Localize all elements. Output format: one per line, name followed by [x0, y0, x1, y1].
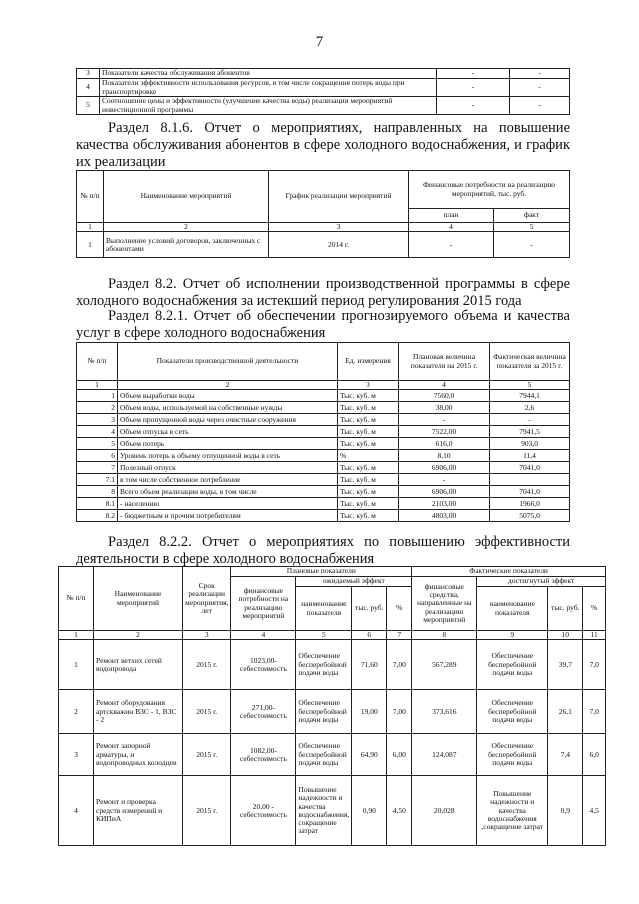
table-row: 1 Ремонт ветхих сетей водопровода 2015 г. 1023,00-себестоимость Обеспечение бесперебойной подачи воды 71,60 7,00 567,289 Обеспечение бесперебойной подачи воды 39,7 7,0	[59, 640, 606, 690]
top-indicators-table	[76, 68, 570, 115]
table-row: 8.2 - бюджетным и прочим потребителям Тыс. куб. м 4803,00 5075,0	[77, 510, 570, 522]
section-822-table: № п/п Наименование мероприятий Срок реализации мероприятия, лет Плановые показатели Фактические показатели финансовые потребности на реализацию мероприятий ожидаемый эффект финансовые средства, направленные на реализацию мероприятий достигнутый эффект наименование показателя тыс. руб. % наименование показателя тыс. руб. % 1 2 3 4 5 6 7 8 9 10 11 1 Ремонт ветхих сетей водопровода 2015 г. 1023,00-себестоимость Обеспечение бесперебойной подачи воды 71,60 7,00 567,289 Обеспечение бесперебойной подачи воды 39,7 7,0 2 Ремонт оборудования артскважин ВЗС - 1, ВЗС - 2 2015 г. 271,00-себестоимость Обеспечение бесперебойной подачи воды 19,00 7,00 373,616 Обеспечение бесперебойной подачи воды 26,1 7,0 3 Ремонт запорной арматуры, и водопроводных колодцев 2015 г. 1082,00-себестоимость Обеспечение бесперебойной подачи воды 64,90 6,00 124,087 Обеспечение бесперебойной подачи воды 7,4 6,0 4 Ремонт и проверка средств измерений и КИПиА 2015 г. 20,00 - себестоимость Повышение надежности и качества водоснабжения, сокращение затрат 0,90 4,50 20,028 Повышение надежности и качества водоснабжения ,сокращение затрат 0,9 4,5	[58, 566, 606, 846]
table-row: 8 Всего объем реализации воды, в том числе Тыс. куб. м 6906,00 7041,0	[77, 486, 570, 498]
table-row: 3 Ремонт запорной арматуры, и водопроводных колодцев 2015 г. 1082,00-себестоимость Обеспечение бесперебойной подачи воды 64,90 6,00 124,087 Обеспечение бесперебойной подачи воды 7,4 6,0	[59, 734, 606, 776]
table-row: 6 Уровень потерь к объему отпущенной воды в сеть % 8,10 11,4	[77, 450, 570, 462]
section-821-heading: Раздел 8.2.1. Отчет об обеспечении прогнозируемого объема и качества услуг в сфере холодного водоснабжения	[76, 308, 570, 341]
table-row: 4 Ремонт и проверка средств измерений и КИПиА 2015 г. 20,00 - себестоимость Повышение надежности и качества водоснабжения, сокращение затрат 0,90 4,50 20,028 Повышение надежности и качества водоснабжения ,сокращение затрат 0,9 4,5	[59, 776, 606, 846]
table-row: 7.1 в том числе собственное потребление Тыс. куб. м -	[77, 474, 570, 486]
table-row: 5 Объем потерь Тыс. куб. м 616,0 903,0	[77, 438, 570, 450]
table-row: 3 Показатели качества обслуживания абонентов - -	[77, 69, 570, 79]
table-row: 3 Объем пропущенной воды через очистные сооружения Тыс. куб. м - -	[77, 414, 570, 426]
table-row: 5 Соотношение цены и эффективности (улучшение качества воды) реализации мероприятий инвестиционной программы - -	[77, 97, 570, 115]
table-row: 4 Объем отпуска в сеть Тыс. куб. м 7522,00 7941,5	[77, 426, 570, 438]
section-821-table: № п/п Показатели производственной деятельности Ед. измерения Плановая величина показателя на 2015 г. Фактическая величина показателя за 2015 г. 1 2 3 4 5 1 Объем выработки воды Тыс. куб. м 7560,0 7944,1 2 Объем воды, используемой на собственные нужды Тыс. куб. м 38,00 2,6 3 Объем пропущенной воды через очистные сооружения Тыс. куб. м - - 4 Объем отпуска в сеть Тыс. куб. м 7522,00 7941,5 5 Объем потерь Тыс. куб. м 616,0 903,0 6 Уровень потерь к объему отпущенной воды в сеть % 8,10 11,4 7 Полезный отпуск Тыс. куб. м 6906,00 7041,0 7.1 в том числе собственное потребление Тыс. куб. м - 8 Всего объем реализации воды, в том числе Тыс. куб. м 6906,00 7041,0 8.1 - населению Тыс. куб. м 2103,00 1966,0 8.2 - бюджетным и прочим потребителям Тыс. куб. м 4803,00 5075,0	[76, 342, 570, 522]
table-row: 1 Объем выработки воды Тыс. куб. м 7560,0 7944,1	[77, 390, 570, 402]
table-row: 1 Выполнение условий договоров, заключенных с абонентами 2014 г. - -	[77, 232, 570, 258]
section-82-heading: Раздел 8.2. Отчет об исполнении производственной программы в сфере холодного водоснабжения за истекший период регулирования 2015 года	[76, 276, 570, 309]
table-row: 8.1 - населению Тыс. куб. м 2103,00 1966,0	[77, 498, 570, 510]
table-row: 2 Ремонт оборудования артскважин ВЗС - 1, ВЗС - 2 2015 г. 271,00-себестоимость Обеспечение бесперебойной подачи воды 19,00 7,00 373,616 Обеспечение бесперебойной подачи воды 26,1 7,0	[59, 690, 606, 734]
page-number: 7	[315, 34, 324, 50]
table-row: 2 Объем воды, используемой на собственные нужды Тыс. куб. м 38,00 2,6	[77, 402, 570, 414]
table-row: 4 Показатели эффективности использования ресурсов, в том числе сокращения потерь воды при транспортировке - -	[77, 79, 570, 97]
section-816-heading: Раздел 8.1.6. Отчет о мероприятиях, направленных на повышение качества обслуживания абонентов в сфере холодного водоснабжения, и график их реализации	[76, 120, 570, 170]
section-816-table: № п/п Наименование мероприятий График реализации мероприятий Финансовые потребности на реализацию мероприятий, тыс. руб. план факт 1 2 3 4 5 1 Выполнение условий договоров, заключенных с абонентами 2014 г. - -	[76, 170, 570, 258]
section-822-heading: Раздел 8.2.2. Отчет о мероприятиях по повышению эффективности деятельности в сфере холодного водоснабжения	[76, 534, 570, 567]
table-row: 7 Полезный отпуск Тыс. куб. м 6906,00 7041,0	[77, 462, 570, 474]
